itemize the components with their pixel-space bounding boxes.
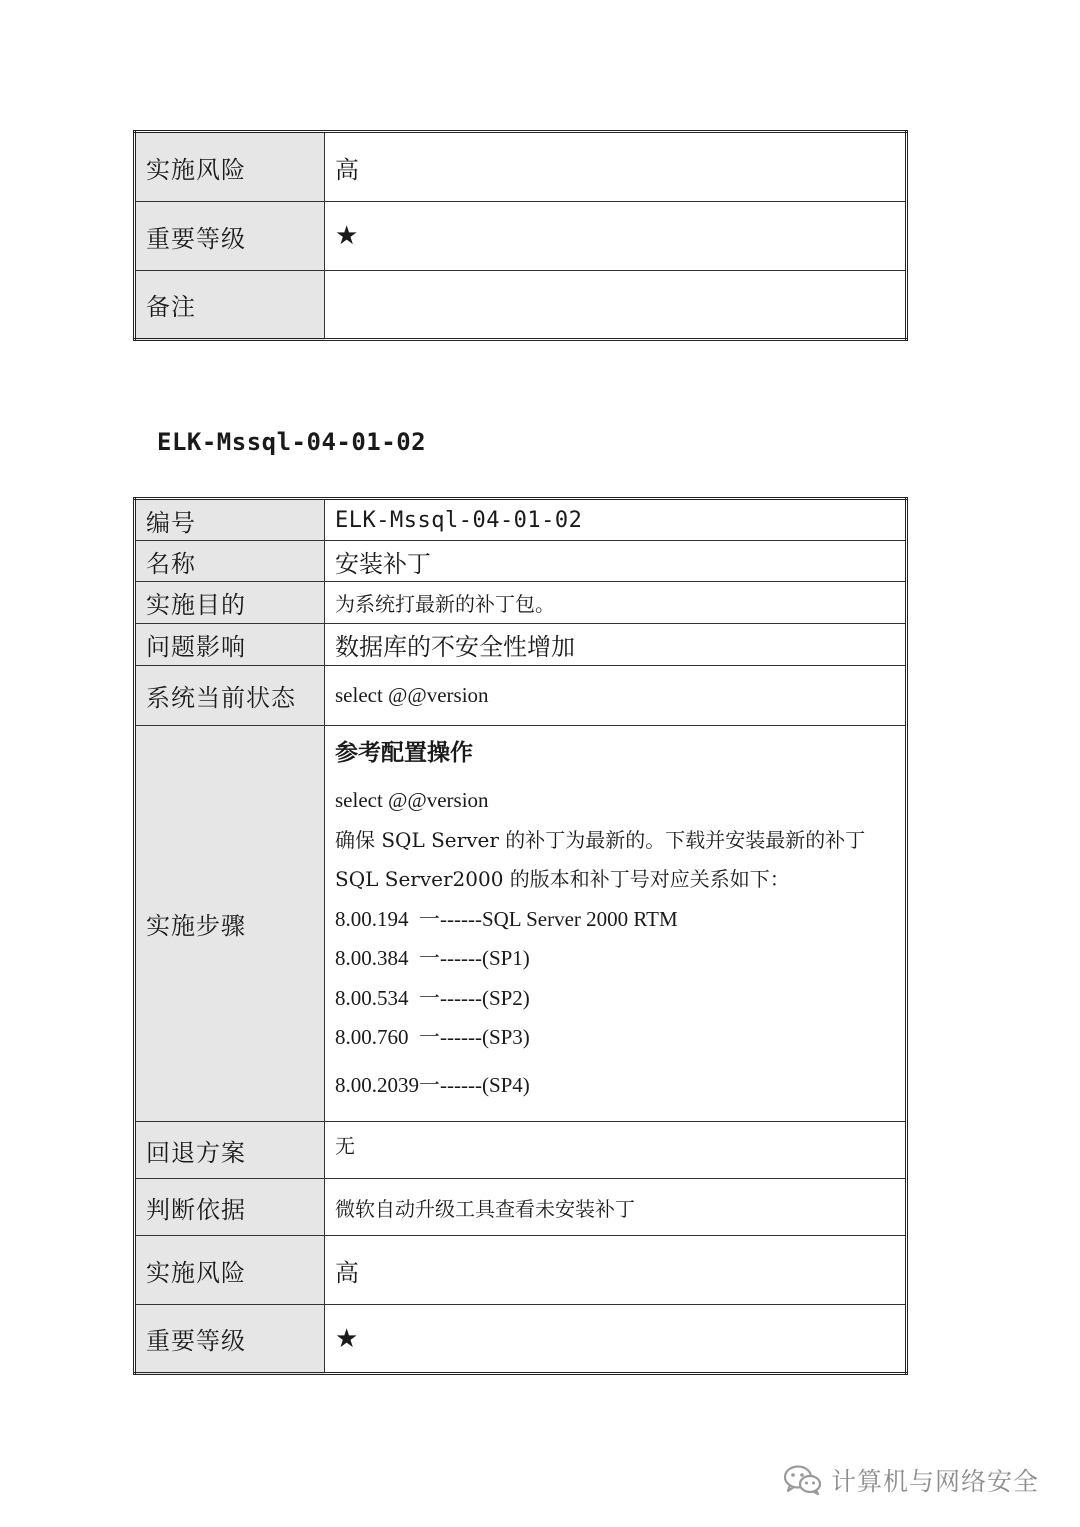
steps-line: select @@version [335, 788, 489, 812]
table-row [135, 624, 907, 666]
wechat-icon [783, 1464, 823, 1496]
row-label: 备注 [135, 271, 325, 340]
table-row [135, 726, 907, 1122]
table-row [135, 499, 907, 541]
watermark-text: 计算机与网络安全 [831, 1467, 1040, 1496]
previous-item-table [133, 130, 908, 341]
table-row [135, 1122, 907, 1179]
section-heading: ELK-Mssql-04-01-02 [157, 428, 427, 456]
watermark [783, 1462, 1039, 1498]
steps-line: 8.00.760 一------(SP3) [335, 1025, 530, 1049]
steps-line: SQL Server2000 的版本和补丁号对应关系如下： [335, 867, 790, 891]
id-value: ELK-Mssql-04-01-02 [325, 499, 907, 541]
steps-line: 8.00.194 一------SQL Server 2000 RTM [335, 906, 678, 931]
purpose-value: 为系统打最新的补丁包。 [325, 582, 907, 624]
table-row [135, 132, 907, 202]
basis-value: 微软自动升级工具查看未安装补丁 [325, 1179, 907, 1236]
steps-line: 8.00.384 一------(SP1) [335, 946, 530, 970]
importance-value [325, 202, 907, 271]
risk-value: 高 [325, 1236, 907, 1305]
name-value: 安装补丁 [325, 541, 907, 582]
remarks-value [325, 271, 907, 340]
steps-value [325, 726, 907, 1122]
table-row [135, 202, 907, 271]
table-row [135, 666, 907, 726]
table-row [135, 582, 907, 624]
row-label: 实施风险 [135, 132, 325, 202]
table-row [135, 541, 907, 582]
table-row [135, 1236, 907, 1305]
steps-label: 实施步骤 [135, 726, 325, 1122]
purpose-label: 实施目的 [135, 582, 325, 624]
risk-label: 实施风险 [135, 1236, 325, 1305]
level-value [325, 1305, 907, 1374]
table-row [135, 271, 907, 340]
table-row [135, 1179, 907, 1236]
impact-value: 数据库的不安全性增加 [325, 624, 907, 666]
rollback-value: 无 [325, 1122, 907, 1179]
steps-line: 8.00.534 一------(SP2) [335, 985, 530, 1010]
name-label: 名称 [135, 541, 325, 582]
basis-label: 判断依据 [135, 1179, 325, 1236]
row-value: 高 [325, 132, 907, 202]
star-icon: ★ [335, 221, 359, 251]
steps-line: 8.00.2039一------(SP4) [335, 1072, 530, 1097]
steps-content [335, 726, 895, 1117]
steps-line: 确保 SQL Server 的补丁为最新的。下载并安装最新的补丁 [335, 827, 866, 852]
impact-label: 问题影响 [135, 624, 325, 666]
row-label: 重要等级 [135, 202, 325, 271]
item-detail-table [133, 497, 908, 1375]
steps-title: 参考配置操作 [335, 740, 473, 766]
current-state-value: select @@version [325, 666, 907, 726]
level-label: 重要等级 [135, 1305, 325, 1374]
table-row [135, 1305, 907, 1374]
rollback-label: 回退方案 [135, 1122, 325, 1179]
id-label: 编号 [135, 499, 325, 541]
current-state-label: 系统当前状态 [135, 666, 325, 726]
star-icon: ★ [335, 1323, 359, 1354]
